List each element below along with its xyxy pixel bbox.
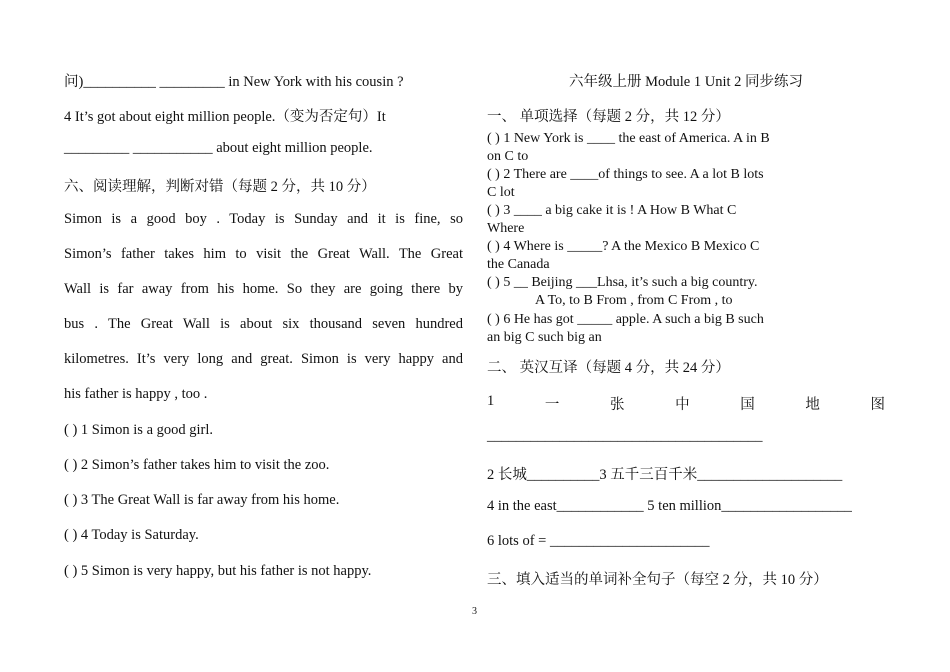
question-item: ( ) 5 __ Beijing ___Lhsa, it’s such a big country. <box>487 275 758 290</box>
question-item: ( ) 1 Simon is a good girl. <box>64 422 214 438</box>
question-item-cont: the Canada <box>487 257 550 272</box>
section-heading: 二、 英汉互译（每题 4 分，共 24 分） <box>487 360 730 376</box>
question-item-cont: an big C such big an <box>487 330 602 345</box>
question-item: ( ) 2 There are ____of things to see. A a lot B lots <box>487 167 764 182</box>
translation-item: 2 长城__________3 五千三百千米____________________ <box>487 467 843 483</box>
question-item: ( ) 4 Where is _____? A the Mexico B Mexico C <box>487 239 760 254</box>
word: 图 <box>870 397 885 413</box>
question-item: ( ) 3 ____ a big cake it is ! A How B What C <box>487 203 737 218</box>
passage-line: bus . The Great Wall is about six thousand seven hundred <box>64 316 463 332</box>
question-item-cont: A To, to B From , from C From , to <box>535 293 733 308</box>
section-heading: 六、阅读理解，判断对错（每题 2 分，共 10 分） <box>64 179 376 195</box>
answer-blank: ______________________________________ <box>487 428 763 444</box>
word: 中 <box>675 397 690 413</box>
page-number: 3 <box>472 606 477 617</box>
question-item: ( ) 6 He has got _____ apple. A such a big B such <box>487 312 764 327</box>
passage-line: kilometres. It’s very long and great. Simon is very happy and <box>64 351 463 367</box>
passage-line: Wall is far away from his home. So they are going there by <box>64 281 463 297</box>
question-item-cont: on C to <box>487 149 529 164</box>
exercise-line: 问)__________ _________ in New York with his cousin ? <box>64 74 404 90</box>
word: 1 <box>487 393 495 409</box>
section-heading: 三、填入适当的单词补全句子（每空 2 分，共 10 分） <box>487 572 828 588</box>
word: 国 <box>740 397 755 413</box>
question-item: ( ) 4 Today is Saturday. <box>64 527 199 543</box>
passage-line: Simon’s father takes him to visit the Great Wall. The Great <box>64 246 463 262</box>
word: 张 <box>610 397 625 413</box>
passage-line: Simon is a good boy . Today is Sunday and it is fine, so <box>64 211 463 227</box>
question-item: ( ) 5 Simon is very happy, but his father is not happy. <box>64 563 372 579</box>
word: 地 <box>805 397 820 413</box>
exercise-line: 4 It’s got about eight million people.（变为否定句）It <box>64 109 386 125</box>
page-title: 六年级上册 Module 1 Unit 2 同步练习 <box>568 74 803 90</box>
translation-item-1 <box>487 393 885 414</box>
question-item-cont: Where <box>487 221 525 236</box>
translation-item: 6 lots of = ______________________ <box>487 533 710 549</box>
question-item-cont: C lot <box>487 185 515 200</box>
question-item: ( ) 1 New York is ____ the east of America. A in B <box>487 131 770 146</box>
word: 一 <box>544 397 560 413</box>
exercise-line: _________ ___________ about eight million people. <box>64 140 373 156</box>
section-heading: 一、 单项选择（每题 2 分，共 12 分） <box>487 109 730 125</box>
question-item: ( ) 3 The Great Wall is far away from his home. <box>64 492 340 508</box>
passage-line: his father is happy , too . <box>64 386 208 402</box>
question-item: ( ) 2 Simon’s father takes him to visit the zoo. <box>64 457 330 473</box>
translation-item: 4 in the east____________ 5 ten million__________________ <box>487 498 852 514</box>
